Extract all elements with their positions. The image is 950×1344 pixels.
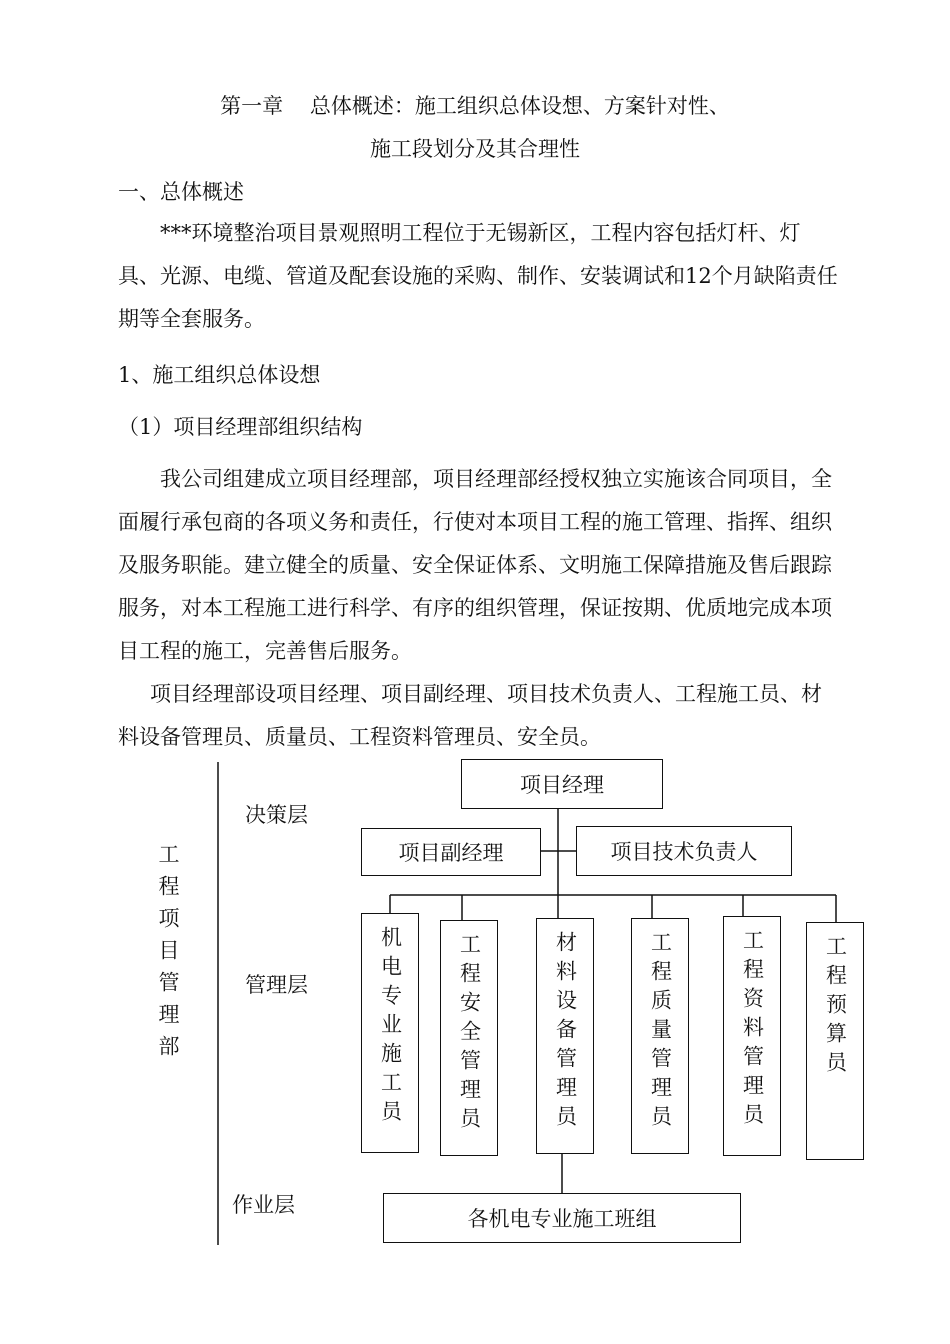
paragraph-staff-list: 项目经理部设项目经理、项目副经理、项目技术负责人、工程施工员、材料设备管理员、质量员、工程资料管理员、安全员。 <box>118 682 822 749</box>
box-deputy-manager: 项目副经理 <box>361 828 541 876</box>
box-staff-budget: 工程预算员 <box>806 922 864 1160</box>
chapter-title-line1: 第一章 总体概述：施工组织总体设想、方案针对性、 <box>220 94 730 118</box>
box-staff-documents: 工程资料管理员 <box>723 916 781 1156</box>
subsection-heading: 1、施工组织总体设想 <box>118 363 321 387</box>
box-staff-quality: 工程质量管理员 <box>631 918 689 1154</box>
layer-label-decision: 决策层 <box>245 803 308 827</box>
layer-label-management: 管理层 <box>245 973 308 997</box>
box-construction-teams: 各机电专业施工班组 <box>383 1193 741 1243</box>
box-staff-materials: 材料设备管理员 <box>536 918 594 1154</box>
box-staff-mechanical: 机电专业施工员 <box>361 913 419 1153</box>
side-label-project-dept: 工程项目管理部 <box>156 843 180 1067</box>
intro-paragraph: ***环境整治项目景观照明工程位于无锡新区，工程内容包括灯杆、灯具、光源、电缆、管道及配套设施的采购、制作、安装调试和12个月缺陷责任期等全套服务。 <box>118 221 838 331</box>
paragraph-org-description: 我公司组建成立项目经理部，项目经理部经授权独立实施该合同项目，全面履行承包商的各项义务和责任，行使对本项目工程的施工管理、指挥、组织及服务职能。建立健全的质量、安全保证体系、文明施工保障措施及售后跟踪服务，对本工程施工进行科学、有序的组织管理，保证按期、优质地完成本项目工程的施工，完善售后服务。 <box>118 467 832 663</box>
box-staff-safety: 工程安全管理员 <box>440 920 498 1156</box>
subsubsection-heading: （1）项目经理部组织结构 <box>118 415 363 439</box>
section-heading-overview: 一、总体概述 <box>118 180 244 204</box>
layer-label-operation: 作业层 <box>232 1193 295 1217</box>
box-technical-lead: 项目技术负责人 <box>576 826 792 876</box>
box-project-manager: 项目经理 <box>461 759 663 809</box>
chapter-title-line2: 施工段划分及其合理性 <box>370 137 580 161</box>
